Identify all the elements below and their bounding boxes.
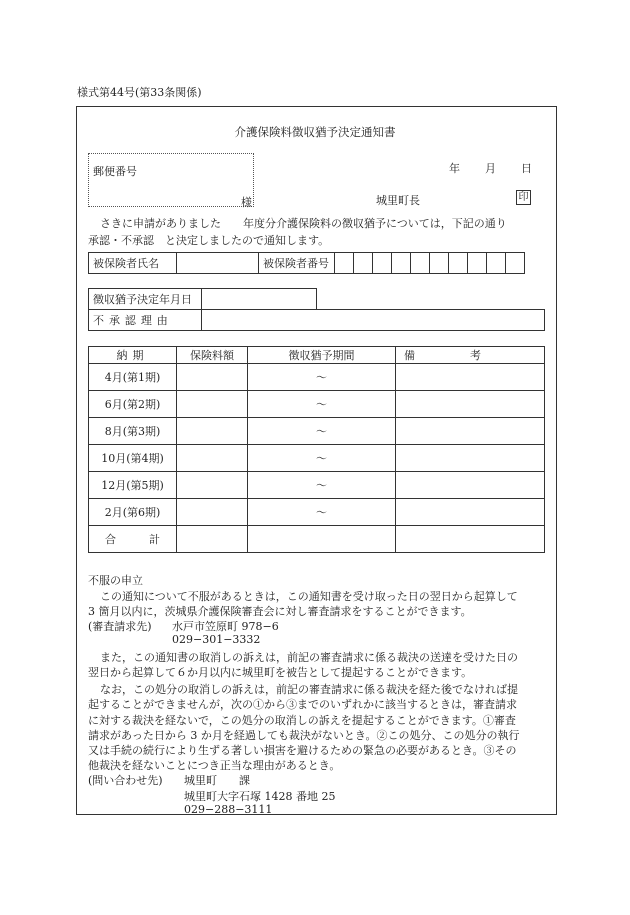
contact-phone: 029−288−3111 (184, 803, 273, 816)
deferral-period-cell[interactable]: 〜 (248, 445, 396, 472)
appeal-destination-label: (審査請求先) (88, 620, 152, 633)
appeal-heading: 不服の申立 (88, 574, 143, 587)
deferral-period-cell[interactable]: 〜 (248, 472, 396, 499)
contact-name: 城里町 課 (184, 774, 250, 787)
table-row (89, 418, 545, 445)
date-month-label: 月 (485, 162, 496, 175)
insured-number-digit[interactable] (411, 253, 430, 274)
contact-label: (問い合わせ先) (88, 774, 163, 787)
rejection-reason-field[interactable] (202, 310, 545, 331)
insured-number-digit[interactable] (335, 253, 354, 274)
appeal-destination-phone: 029−301−3332 (172, 633, 261, 646)
decision-date-table (88, 288, 317, 310)
header-deferral-period: 徴収猶予期間 (248, 347, 396, 364)
header-due-period: 納期 (89, 347, 177, 364)
header-premium-amount: 保険料額 (177, 347, 248, 364)
date-year-label: 年 (449, 162, 460, 175)
lawsuit-line-8: 他裁決を経ないことにつき正当な理由があるとき。 (88, 759, 341, 772)
insured-number-digit[interactable] (506, 253, 525, 274)
insured-number-digit[interactable] (449, 253, 468, 274)
due-period-cell: 6月(第2期) (89, 391, 177, 418)
table-row (89, 391, 545, 418)
due-period-cell: 4月(第1期) (89, 364, 177, 391)
lawsuit-line-2: 翌日から起算して６か月以内に城里町を被告として提起することができます。 (88, 666, 473, 679)
premium-amount-cell[interactable] (177, 391, 248, 418)
premium-amount-cell[interactable] (177, 445, 248, 472)
deferral-period-cell[interactable]: 〜 (248, 418, 396, 445)
lawsuit-line-3: なお，この処分の取消しの訴えは，前記の審査請求に係る裁決を経た後でなければ提 (100, 683, 518, 696)
remarks-cell[interactable] (396, 499, 545, 526)
rejection-reason-table (88, 309, 545, 331)
remarks-cell[interactable] (396, 364, 545, 391)
due-period-cell: 8月(第3期) (89, 418, 177, 445)
deferral-period-cell[interactable]: 〜 (248, 364, 396, 391)
premium-amount-cell[interactable] (177, 364, 248, 391)
date-day-label: 日 (521, 162, 532, 175)
table-row (89, 364, 545, 391)
deferral-period-cell[interactable]: 〜 (248, 391, 396, 418)
insured-person-table (88, 252, 525, 274)
table-row (89, 499, 545, 526)
deferral-period-cell[interactable]: 〜 (248, 499, 396, 526)
contact-address: 城里町大字石塚 1428 番地 25 (184, 790, 336, 803)
payment-schedule-table (88, 346, 545, 553)
remarks-cell[interactable] (396, 472, 545, 499)
header-remarks: 備考 (396, 347, 545, 364)
premium-amount-cell[interactable] (177, 499, 248, 526)
insured-name-label: 被保険者氏名 (89, 253, 177, 274)
lawsuit-line-5: に対する裁決を経ないで，この処分の取消しの訴えを提起することができます。①審査 (88, 714, 516, 727)
lawsuit-line-4: 起することができませんが，次の①から③までのいずれかに該当するときは，審査請求 (88, 698, 517, 711)
lawsuit-line-6: 請求があった日から 3 か月を経過しても裁決がないとき。②この処分、この処分の執行 (88, 729, 520, 742)
insured-number-digit[interactable] (468, 253, 487, 274)
insured-number-digit[interactable] (373, 253, 392, 274)
decision-date-label: 徴収猶予決定年月日 (89, 289, 202, 310)
appeal-line-2: 3 箇月以内に，茨城県介護保険審査会に対し審査請求をすることができます。 (88, 605, 472, 618)
remarks-cell[interactable] (396, 418, 545, 445)
issuer-name: 城里町長 (376, 194, 420, 207)
document-title: 介護保険料徴収猶予決定通知書 (234, 125, 396, 139)
insured-number-label: 被保険者番号 (259, 253, 335, 274)
address-box (88, 153, 254, 207)
rejection-reason-label: 不承認理由 (89, 310, 202, 331)
remarks-cell[interactable] (396, 391, 545, 418)
insured-number-digit[interactable] (392, 253, 411, 274)
seal-stamp: 印 (516, 190, 531, 205)
form-number-label: 様式第44号(第33条関係) (77, 86, 202, 99)
table-row (89, 445, 545, 472)
insured-number-digit[interactable] (354, 253, 373, 274)
premium-amount-cell[interactable] (177, 472, 248, 499)
intro-line-2: 承認・不承認 と決定しましたので通知します。 (88, 234, 330, 247)
appeal-destination-address: 水戸市笠原町 978−6 (172, 620, 279, 633)
lawsuit-line-1: また，この通知書の取消しの訴えは，前記の審査請求に係る裁決の送達を受けた日の (100, 651, 518, 664)
decision-date-field[interactable] (202, 289, 317, 310)
insured-name-field[interactable] (177, 253, 259, 274)
due-period-cell: 12月(第5期) (89, 472, 177, 499)
total-row (89, 526, 545, 553)
total-deferral-cell[interactable] (248, 526, 396, 553)
postal-code-label: 郵便番号 (93, 165, 137, 178)
appeal-line-1: この通知について不服があるときは，この通知書を受け取った日の翌日から起算して (100, 590, 518, 603)
table-row (89, 472, 545, 499)
lawsuit-line-7: 又は手続の続行により生ずる著しい損害を避けるための緊急の必要があるとき。③その (88, 744, 517, 757)
total-remarks-cell[interactable] (396, 526, 545, 553)
intro-line-1: さきに申請がありました 年度分介護保険料の徴収猶予については，下記の通り (100, 217, 507, 230)
due-period-cell: 2月(第6期) (89, 499, 177, 526)
insured-number-digit[interactable] (487, 253, 506, 274)
premium-amount-cell[interactable] (177, 418, 248, 445)
insured-number-digit[interactable] (430, 253, 449, 274)
total-amount-cell[interactable] (177, 526, 248, 553)
honorific-label: 様 (241, 196, 252, 209)
remarks-cell[interactable] (396, 445, 545, 472)
total-label: 合 計 (89, 526, 177, 553)
due-period-cell: 10月(第4期) (89, 445, 177, 472)
